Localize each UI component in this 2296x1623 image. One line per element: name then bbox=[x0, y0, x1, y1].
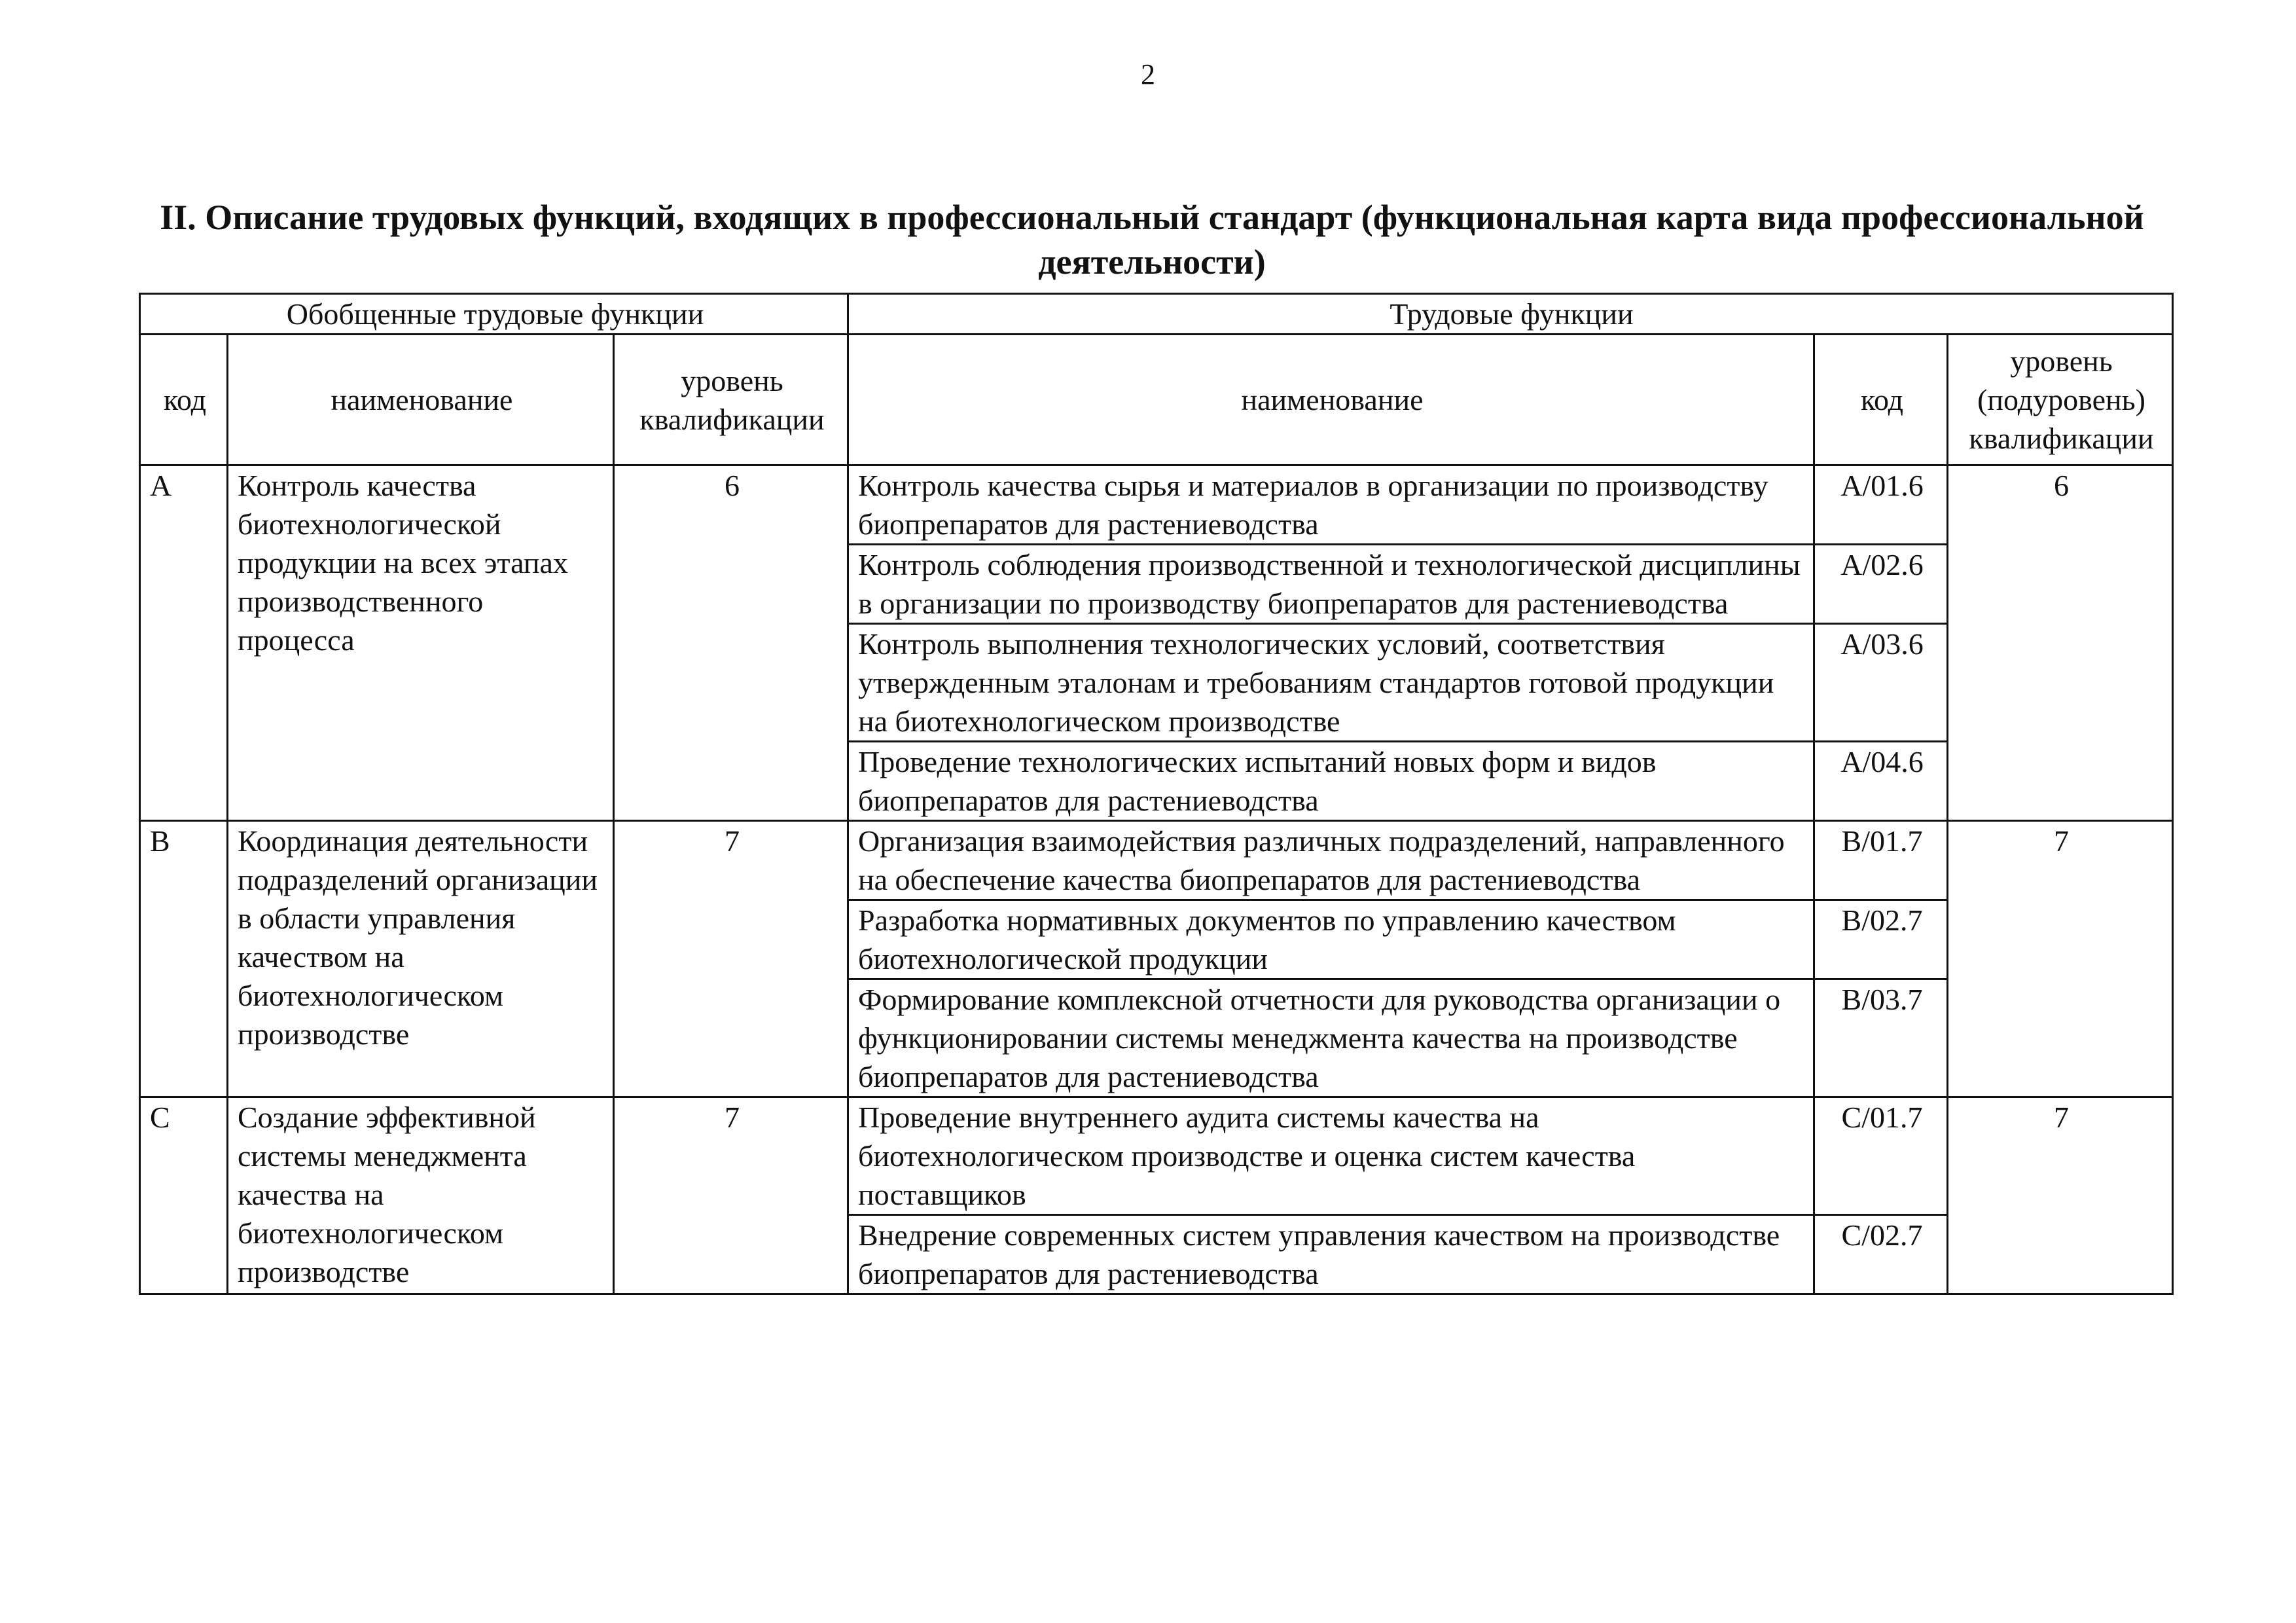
table-row bbox=[140, 821, 2173, 900]
tf-code: B/03.7 bbox=[1814, 979, 1948, 1097]
generalized-functions-header: Обобщенные трудовые функции bbox=[140, 294, 848, 335]
gf-code: B bbox=[140, 821, 228, 1097]
tf-code: A/03.6 bbox=[1814, 624, 1948, 742]
gf-level: 7 bbox=[614, 1097, 848, 1294]
gf-name: Создание эффективной системы менеджмента качества на биотехнологическом производстве bbox=[228, 1097, 614, 1294]
tf-name: Организация взаимодействия различных подразделений, направленного на обеспечение качества биопрепаратов для растениеводства bbox=[848, 821, 1814, 900]
gf-name: Координация деятельности подразделений организации в области управления качеством на биотехнологическом производстве bbox=[228, 821, 614, 1097]
group-header-row bbox=[140, 294, 2173, 335]
tf-name: Внедрение современных систем управления качеством на производстве биопрепаратов для растениеводства bbox=[848, 1215, 1814, 1294]
tf-name-header: наименование bbox=[848, 335, 1814, 465]
tf-code: C/01.7 bbox=[1814, 1097, 1948, 1215]
column-header-row bbox=[140, 335, 2173, 465]
tf-name: Разработка нормативных документов по управлению качеством биотехнологической продукции bbox=[848, 900, 1814, 979]
table-row bbox=[140, 465, 2173, 545]
gf-code: A bbox=[140, 465, 228, 821]
tf-code: B/02.7 bbox=[1814, 900, 1948, 979]
tf-level: 6 bbox=[1948, 465, 2173, 821]
functional-map-table bbox=[139, 293, 2174, 1295]
gf-level: 6 bbox=[614, 465, 848, 821]
tf-code: A/01.6 bbox=[1814, 465, 1948, 545]
tf-name: Контроль качества сырья и материалов в организации по производству биопрепаратов для растениеводства bbox=[848, 465, 1814, 545]
table-row bbox=[140, 1097, 2173, 1215]
labor-functions-header: Трудовые функции bbox=[848, 294, 2173, 335]
tf-code: C/02.7 bbox=[1814, 1215, 1948, 1294]
tf-name: Формирование комплексной отчетности для руководства организации о функционировании системы менеджмента качества на производстве биопрепаратов для растениеводства bbox=[848, 979, 1814, 1097]
gf-level: 7 bbox=[614, 821, 848, 1097]
tf-name: Проведение технологических испытаний новых форм и видов биопрепаратов для растениеводства bbox=[848, 742, 1814, 821]
gf-level-header: уровень квалификации bbox=[614, 335, 848, 465]
page-number: 2 bbox=[1141, 58, 1155, 90]
tf-code: B/01.7 bbox=[1814, 821, 1948, 900]
tf-level: 7 bbox=[1948, 1097, 2173, 1294]
gf-code-header: код bbox=[140, 335, 228, 465]
tf-level: 7 bbox=[1948, 821, 2173, 1097]
gf-name-header: наименование bbox=[228, 335, 614, 465]
gf-name: Контроль качества биотехнологической продукции на всех этапах производственного процесса bbox=[228, 465, 614, 821]
tf-name: Контроль соблюдения производственной и технологической дисциплины в организации по производству биопрепаратов для растениеводства bbox=[848, 545, 1814, 624]
tf-code: A/02.6 bbox=[1814, 545, 1948, 624]
tf-code: A/04.6 bbox=[1814, 742, 1948, 821]
tf-code-header: код bbox=[1814, 335, 1948, 465]
tf-name: Проведение внутреннего аудита системы качества на биотехнологическом производстве и оценка систем качества поставщиков bbox=[848, 1097, 1814, 1215]
tf-level-header: уровень (подуровень) квалификации bbox=[1948, 335, 2173, 465]
tf-name: Контроль выполнения технологических условий, соответствия утвержденным эталонам и требованиям стандартов готовой продукции на биотехнологическом производстве bbox=[848, 624, 1814, 742]
section-title: II. Описание трудовых функций, входящих в профессиональный стандарт (функциональная карта вида профессиональной деятельности) bbox=[160, 198, 2144, 282]
gf-code: C bbox=[140, 1097, 228, 1294]
